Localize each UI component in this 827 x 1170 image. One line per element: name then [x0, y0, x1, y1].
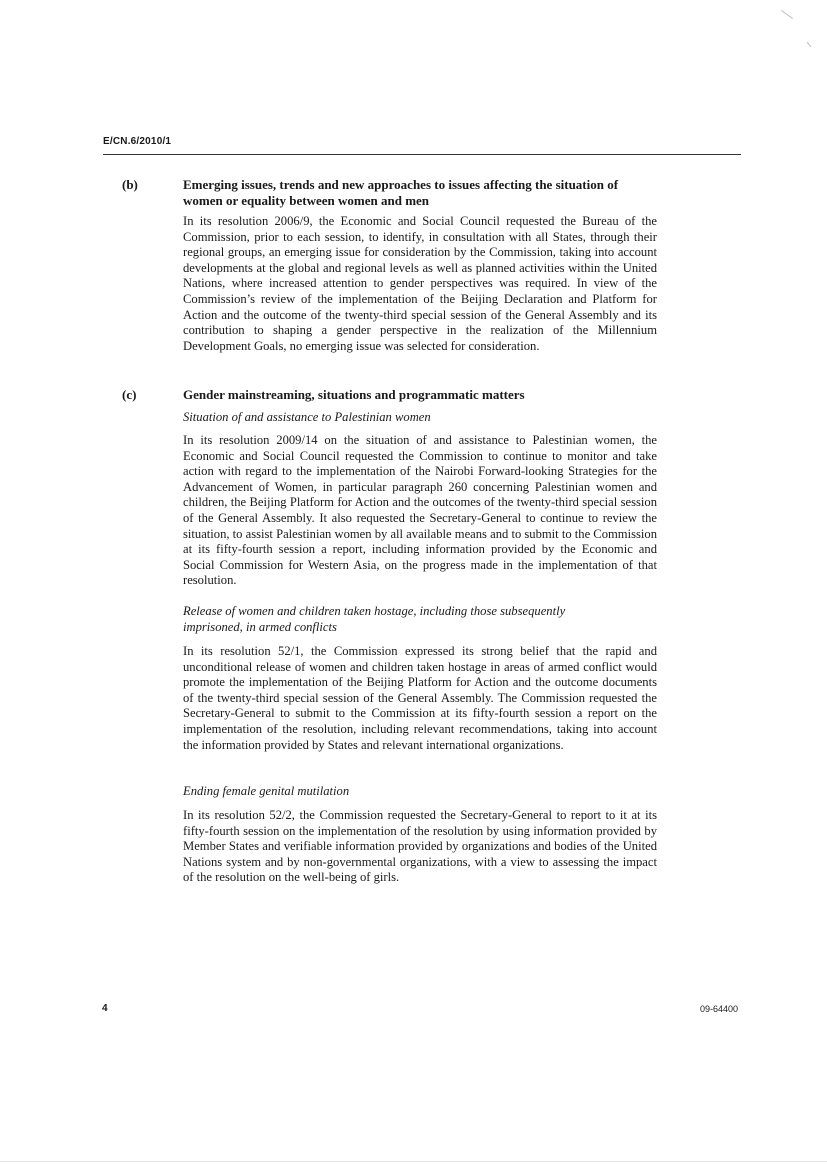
subsection-paragraph-fgm: In its resolution 52/2, the Commission requested the Secretary-General to report to it at its fifty-fourth session on the implementation of the resolution by using information provided by Member States and verifiable information provided by organizations and bodies of the United Nations system and by non-governmental organizations, with a view to assessing the impact of the resolution on the well-being of girls. — [183, 808, 657, 885]
subsection-paragraph-palestinian-women: In its resolution 2009/14 on the situation of and assistance to Palestinian women, the Economic and Social Council requested the Commission to continue to monitor and take action with regard to the implementation of the Nairobi Forward-looking Strategies for the Advancement of Women, in particular paragraph 260 concerning Palestinian women and children, the Beijing Platform for Action and the outcomes of the twenty-third special session of the General Assembly. It also requested the Secretary-General to continue to review the situation, to assist Palestinian women by all available means and to submit to the Commission at its fifty-fourth session a report, including information provided by the Economic and Social Commission for Western Asia, on the progress made in the implementation of that resolution. — [183, 433, 657, 588]
document-number: 09-64400 — [700, 1004, 739, 1014]
section-c-heading: Gender mainstreaming, situations and programmatic matters — [183, 387, 525, 402]
document-symbol: E/CN.6/2010/1 — [103, 136, 172, 147]
scan-artifact — [781, 10, 793, 19]
subsection-title-palestinian-women: Situation of and assistance to Palestinian women — [183, 410, 431, 424]
header-rule — [103, 154, 741, 155]
page-number: 4 — [102, 1003, 108, 1014]
subsection-title-fgm: Ending female genital mutilation — [183, 784, 350, 798]
section-c-letter: (c) — [122, 387, 137, 402]
scan-edge-line — [0, 1161, 827, 1162]
scan-artifact — [807, 42, 812, 47]
section-b-paragraph: In its resolution 2006/9, the Economic and Social Council requested the Bureau of the Commission, prior to each session, to identify, in consultation with all States, through their regional groups, an emerging issue for consideration by the Commission, taking into account developments at the global and regional levels as well as planned activities within the United Nations, where increased attention to gender perspectives was required. In view of the Commission’s review of the implementation of the Beijing Declaration and Platform for Action and the outcome of the twenty-third special session of the General Assembly and its contribution to shaping a gender perspective in the realization of the Millennium Development Goals, no emerging issue was selected for consideration. — [183, 214, 657, 353]
subsection-title-hostages: Release of women and children taken hostage, including those subsequently imprisoned, in armed conflicts — [183, 604, 566, 634]
section-b-heading: Emerging issues, trends and new approaches to issues affecting the situation of women or equality between women and men — [183, 177, 619, 208]
section-b-letter: (b) — [122, 177, 138, 192]
subsection-paragraph-hostages: In its resolution 52/1, the Commission expressed its strong belief that the rapid and unconditional release of women and children taken hostage in areas of armed conflict would promote the implementation of the Beijing Platform for Action and the outcome documents of the twenty-third special session of the General Assembly. The Commission requested the Secretary-General to submit to the Commission at its fifty-fourth session a report on the implementation of the resolution, including relevant recommendations, taking into account the information provided by States and relevant international organizations. — [183, 644, 657, 752]
